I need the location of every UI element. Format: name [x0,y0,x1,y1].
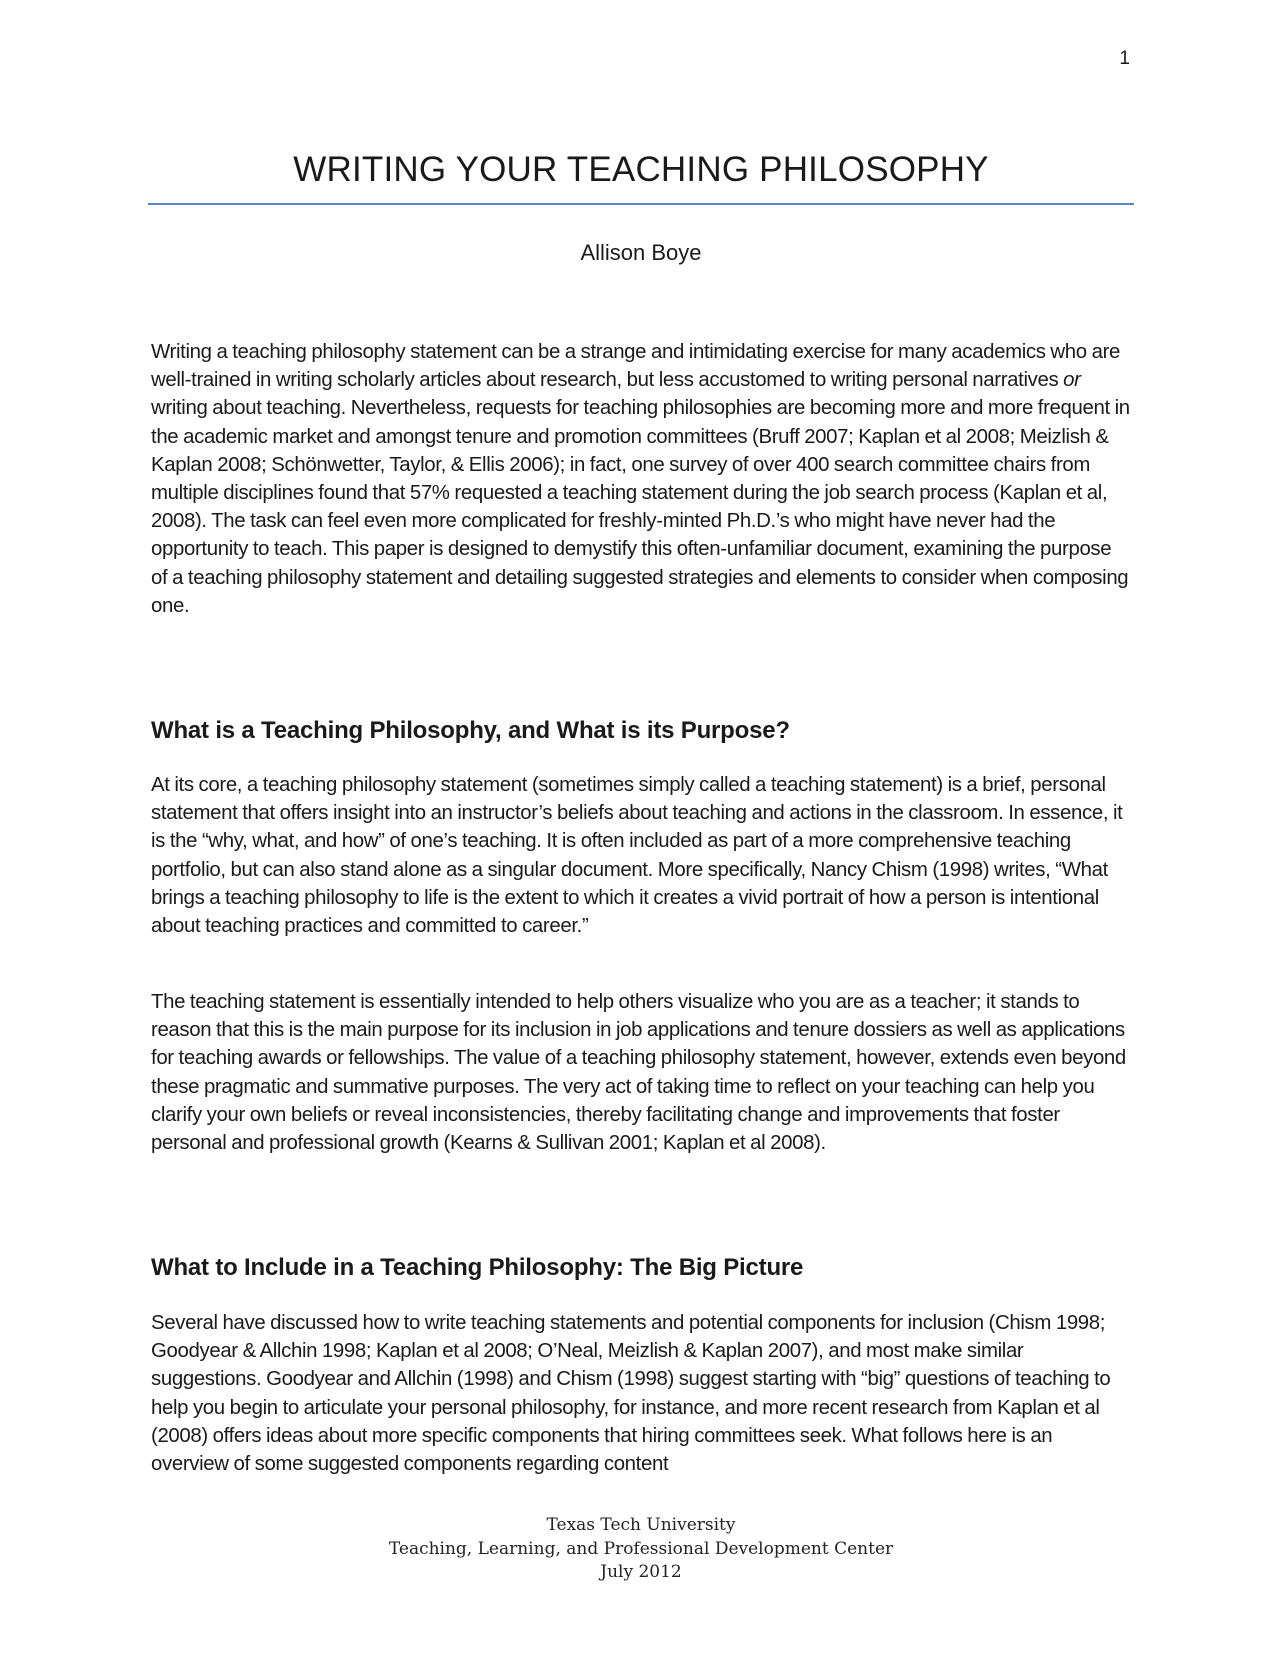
section-heading-purpose: What is a Teaching Philosophy, and What is its Purpose? [151,717,790,744]
section-heading-big-picture: What to Include in a Teaching Philosophy: The Big Picture [151,1254,804,1281]
footer-center: Teaching, Learning, and Professional Development Center [388,1538,894,1559]
purpose-paragraph-2: The teaching statement is essentially intended to help others visualize who you are as a teacher; it stands to reason that this is the main purpose for its inclusion in job applications and tenure dossiers as well as applications for teaching awards or fellowships. The value of a teaching philosophy statement, however, extends even beyond these pragmatic and summative purposes. The very act of taking time to reflect on your teaching can help you clarify your own beliefs or reveal inconsistencies, thereby facilitating change and improvements that foster personal and professional growth (Kearns & Sullivan 2001; Kaplan et al 2008). [151,991,1126,1155]
footer-institution: Texas Tech University [546,1515,736,1535]
intro-text-start: Writing a teaching philosophy statement can be a strange and intimidating exercise for many academics who are well-trained in writing scholarly articles about research, but less accustomed to writing personal narratives [151,341,1121,392]
document-title: WRITING YOUR TEACHING PHILOSOPHY [293,150,989,189]
big-picture-paragraph: Several have discussed how to write teaching statements and potential components for inclusion (Chism 1998; Goodyear & Allchin 1998; Kaplan et al 2008; O’Neal, Meizlish & Kaplan 2007), and most make similar suggestions. Goodyear and Allchin (1998) and Chism (1998) suggest starting with “big” questions of teaching to help you begin to articulate your personal philosophy, for instance, and more recent research from Kaplan et al (2008) offers ideas about more specific components that hiring committees seek. What follows here is an overview of some suggested components regarding content [151,1312,1111,1476]
author-name: Allison Boye [580,240,702,265]
title-divider [148,203,1134,205]
intro-emphasis: or [1063,369,1081,392]
page-number: 1 [1119,48,1130,69]
page-footer [148,1514,1134,1585]
intro-text-end: writing about teaching. Nevertheless, requests for teaching philosophies are becoming more and more frequent in the academic market and amongst tenure and promotion committees (Bruff 2007; Kaplan et al 2008; Meizlish & Kaplan 2008; Schönwetter, Taylor, & Ellis 2006); in fact, one survey of over 400 search committee chairs from multiple disciplines found that 57% requested a teaching statement during the job search process (Kaplan et al, 2008). The task can feel even more complicated for freshly-minted Ph.D.’s who might have never had the opportunity to teach. This paper is designed to demystify this often-unfamiliar document, examining the purpose of a teaching philosophy statement and detailing suggested strategies and elements to consider when composing one. [151,397,1130,617]
footer-date: July 2012 [600,1562,682,1582]
purpose-paragraph-1: At its core, a teaching philosophy statement (sometimes simply called a teaching statement) is a brief, personal statement that offers insight into an instructor’s beliefs about teaching and actions in the classroom. In essence, it is the “why, what, and how” of one’s teaching. It is often included as part of a more comprehensive teaching portfolio, but can also stand alone as a singular document. More specifically, Nancy Chism (1998) writes, “What brings a teaching philosophy to life is the extent to which it creates a vivid portrait of how a person is intentional about teaching practices and committed to career.” [151,774,1123,938]
intro-paragraph [151,338,1131,620]
